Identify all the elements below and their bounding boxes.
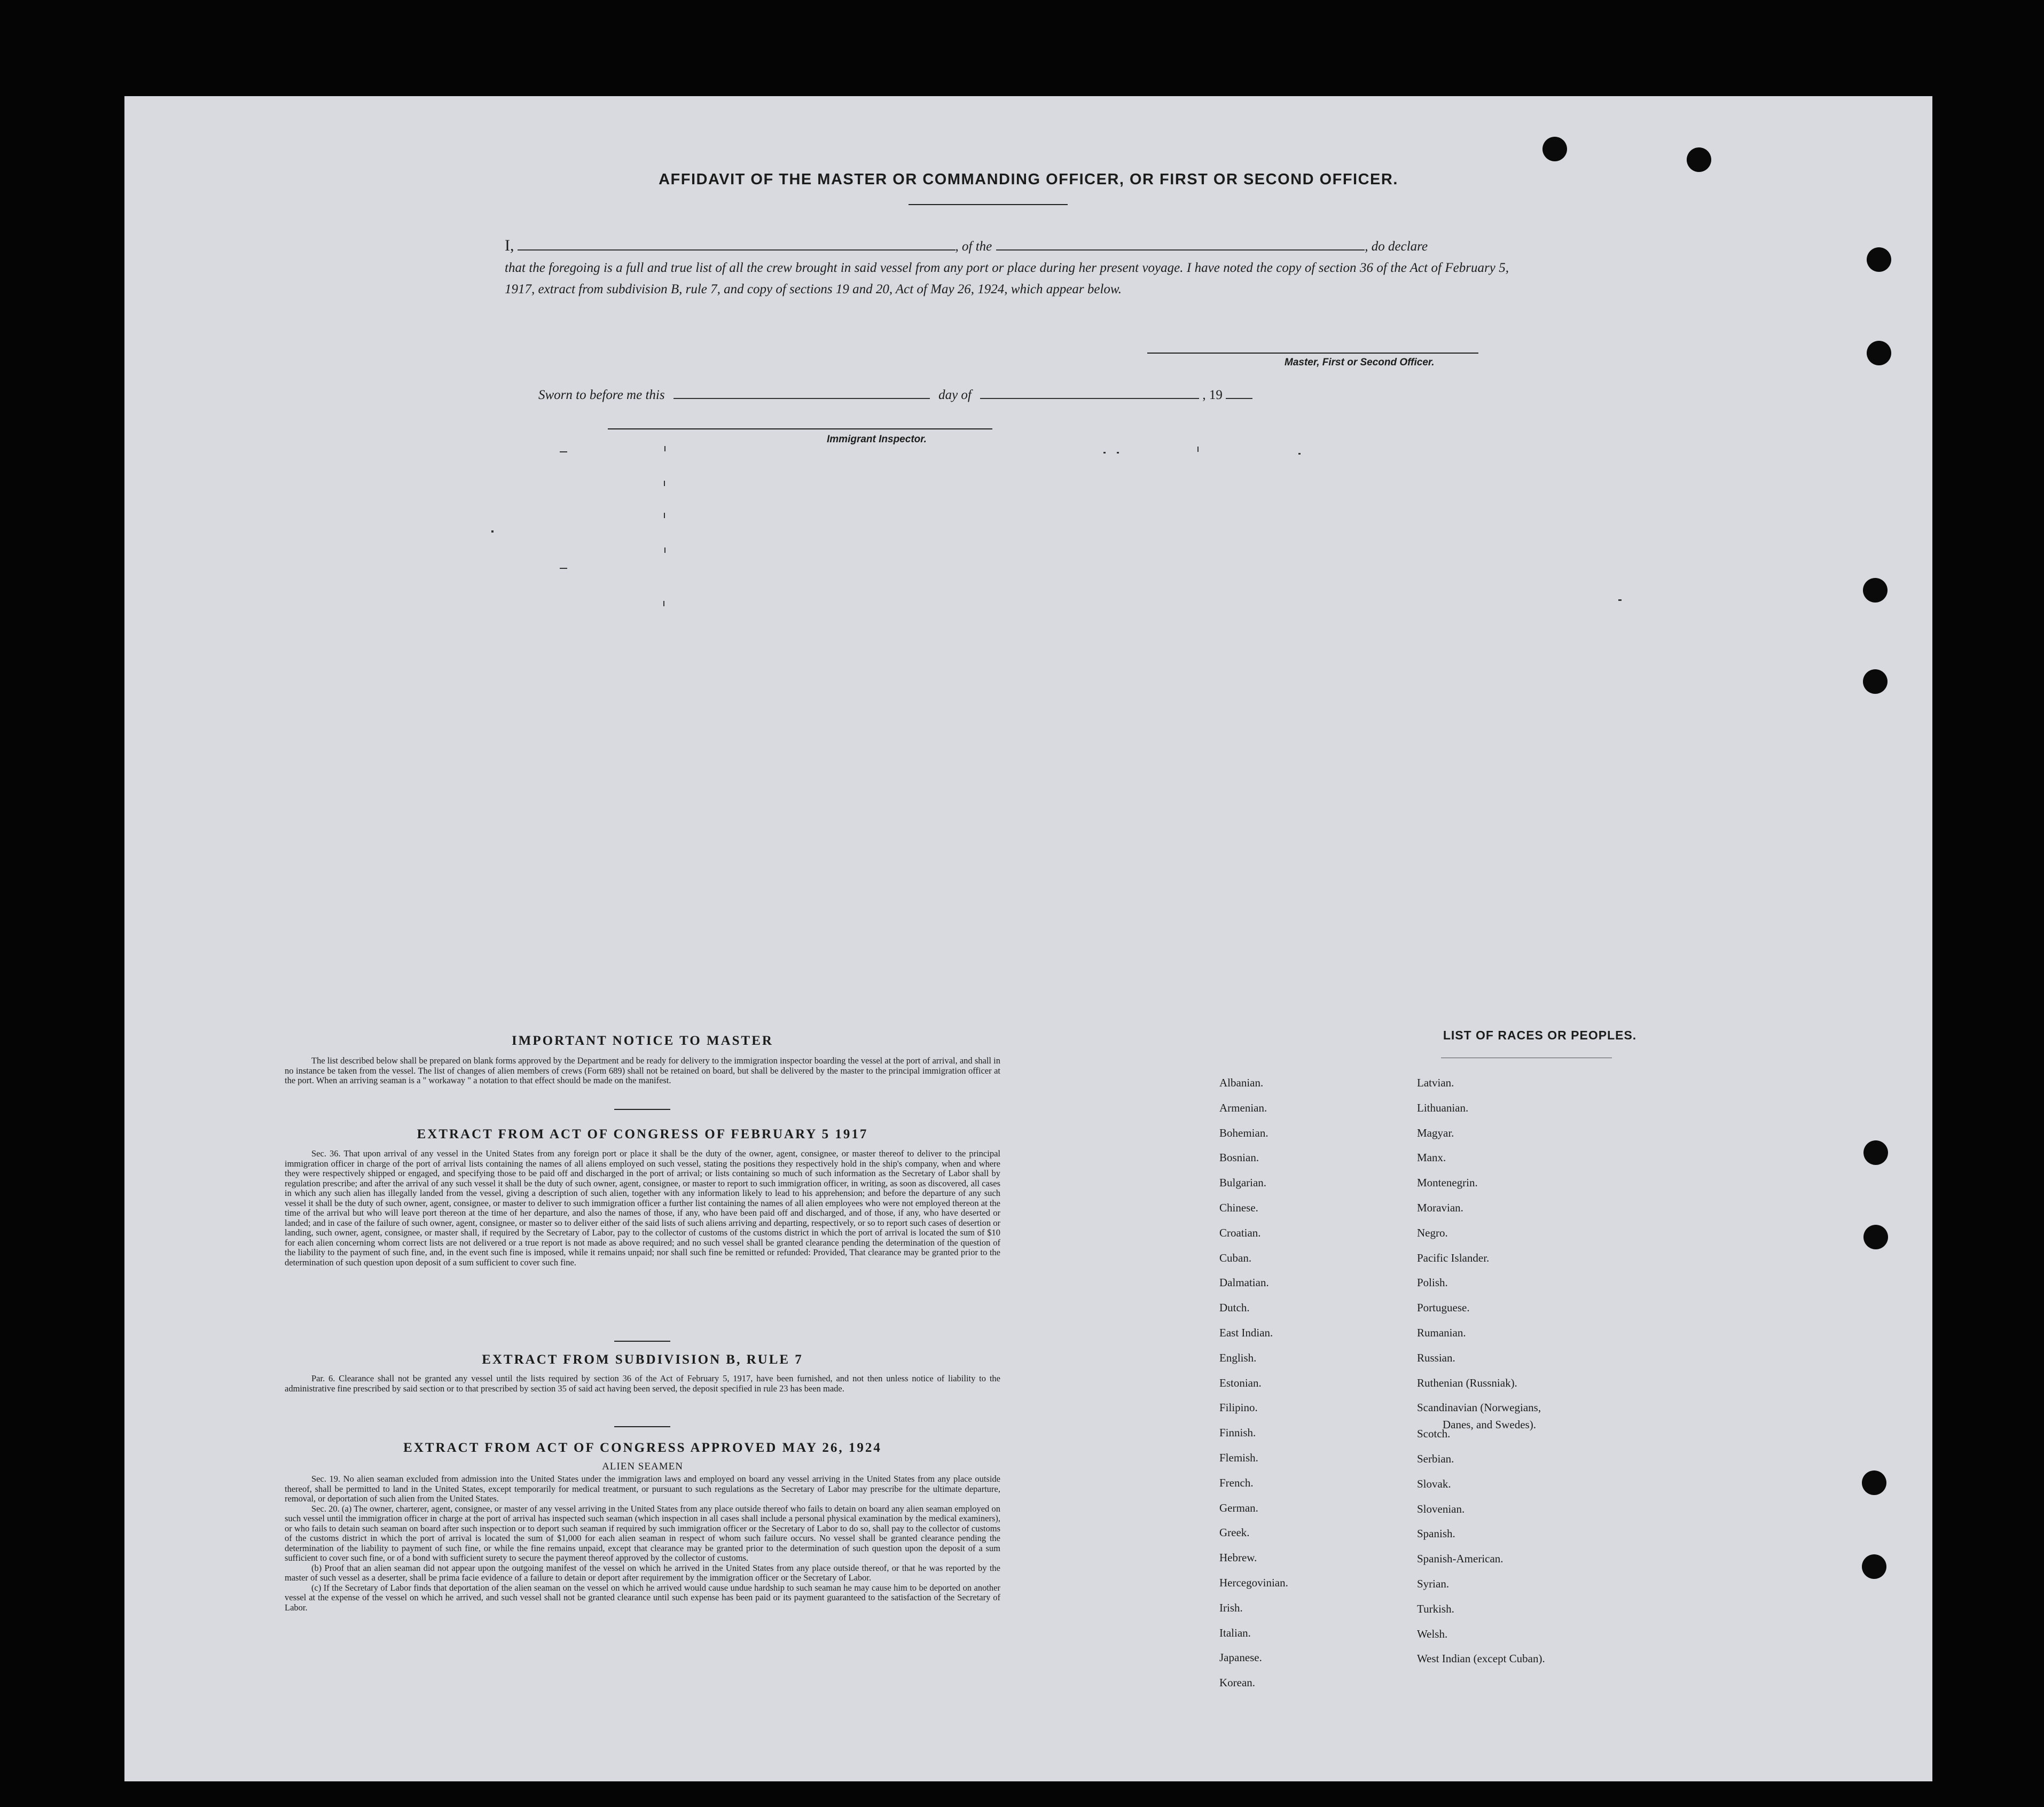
- speck: [664, 446, 665, 451]
- sworn-month-blank[interactable]: [980, 387, 1199, 399]
- race-item: Danes, and Swedes).: [1443, 1418, 1536, 1431]
- speck: [1197, 447, 1199, 452]
- notice-title: IMPORTANT NOTICE TO MASTER: [512, 1034, 773, 1048]
- punch-hole: [1542, 137, 1567, 161]
- race-item: Ruthenian (Russniak).: [1417, 1376, 1517, 1389]
- race-item: Cuban.: [1219, 1251, 1252, 1264]
- par-6-paragraph: Par. 6. Clearance shall not be granted any vessel until the lists required by section 36 of the Act of February 5, 1917, have been furnished, and not then unless notice of liability to the administrative fine prescribed by said section or to that prescribed by section 35 of said act having been served, the deposit specified in rule 23 has been made.: [285, 1373, 1000, 1394]
- day-of-label: day of: [938, 388, 972, 402]
- race-item: Italian.: [1219, 1626, 1251, 1639]
- speck: [560, 568, 567, 569]
- section-divider: [614, 1426, 670, 1427]
- race-item: Chinese.: [1219, 1201, 1258, 1214]
- master-signature-label: Master, First or Second Officer.: [1285, 357, 1435, 368]
- sworn-line: [538, 387, 1252, 403]
- vessel-blank[interactable]: [996, 239, 1365, 251]
- declaration-body: that the foregoing is a full and true list of all the crew brought in said vessel from any port or place during her present voyage. I have noted the copy of section 36 of the Act of February 5, 1917, extract from subdivision B, rule 7, and copy of sections 19 and 20, Act of May 26, 1924, which appear below.: [505, 261, 1509, 296]
- alien-seamen-subtitle: ALIEN SEAMEN: [602, 1461, 683, 1472]
- extract-1924-title: EXTRACT FROM ACT OF CONGRESS APPROVED MAY 26, 1924: [403, 1441, 882, 1455]
- race-item: Polish.: [1417, 1276, 1448, 1289]
- race-item: German.: [1219, 1501, 1258, 1514]
- speck: [1103, 452, 1106, 453]
- race-item: Negro.: [1417, 1226, 1448, 1239]
- notice-text: [285, 1056, 1000, 1086]
- master-signature-line[interactable]: [1147, 353, 1478, 354]
- race-item: Dalmatian.: [1219, 1276, 1269, 1289]
- race-item: Flemish.: [1219, 1451, 1258, 1464]
- race-item: Filipino.: [1219, 1401, 1258, 1414]
- punch-hole: [1863, 578, 1888, 603]
- race-item: West Indian (except Cuban).: [1417, 1652, 1545, 1665]
- speck: [1117, 452, 1119, 453]
- race-item: Scotch.: [1417, 1427, 1451, 1441]
- race-item: Bosnian.: [1219, 1151, 1259, 1164]
- race-item: Hebrew.: [1219, 1551, 1257, 1564]
- sec-20c-paragraph: (c) If the Secretary of Labor finds that deportation of the alien seaman on the vessel on which he arrived would cause undue hardship to such seaman he may cause him to be deported on another vessel at the expense of the vessel on which he arrived, and such vessel shall not be granted clearance until such expense has been paid or its payment guaranteed to the satisfaction of the Secretary of Labor.: [285, 1582, 1000, 1613]
- race-item: Slovenian.: [1417, 1502, 1465, 1515]
- extract-1917-text: [285, 1149, 1000, 1268]
- title-underline: [909, 204, 1068, 205]
- of-the-label: , of the: [955, 239, 992, 254]
- race-item: Dutch.: [1219, 1301, 1250, 1315]
- race-item: Syrian.: [1417, 1577, 1450, 1590]
- punch-hole: [1863, 1225, 1888, 1249]
- sworn-year-blank[interactable]: [1226, 387, 1252, 399]
- race-item: Montenegrin.: [1417, 1176, 1478, 1190]
- document-sheet: [124, 96, 1932, 1781]
- race-item: Armenian.: [1219, 1101, 1267, 1114]
- race-item: Turkish.: [1417, 1602, 1454, 1615]
- punch-hole: [1863, 1140, 1888, 1165]
- races-title: LIST OF RACES OR PEOPLES.: [1443, 1028, 1637, 1042]
- punch-hole: [1862, 1470, 1886, 1495]
- punch-hole: [1862, 1554, 1886, 1579]
- punch-hole: [1867, 341, 1891, 365]
- inspector-signature-line[interactable]: [608, 428, 992, 429]
- section-divider: [614, 1109, 670, 1110]
- speck: [560, 451, 567, 452]
- race-item: Slovak.: [1417, 1477, 1451, 1490]
- inspector-label: Immigrant Inspector.: [827, 434, 927, 445]
- sworn-label: Sworn to before me this: [538, 388, 665, 402]
- race-item: Moravian.: [1417, 1201, 1463, 1214]
- year-label: , 19: [1202, 388, 1223, 402]
- speck: [1618, 599, 1622, 601]
- race-item: Japanese.: [1219, 1651, 1262, 1664]
- race-item: Serbian.: [1417, 1452, 1454, 1465]
- race-item: Bohemian.: [1219, 1126, 1268, 1139]
- race-item: Finnish.: [1219, 1426, 1256, 1440]
- race-item: Spanish-American.: [1417, 1552, 1503, 1566]
- punch-hole: [1863, 669, 1888, 694]
- race-item: Estonian.: [1219, 1376, 1262, 1389]
- extract-rule7-text: [285, 1374, 1000, 1394]
- speck: [663, 601, 664, 606]
- race-item: Russian.: [1417, 1351, 1455, 1364]
- notice-paragraph: The list described below shall be prepared on blank forms approved by the Department and be ready for delivery to the immigration inspector boarding the vessel at the port of arrival, and shall in no instance be taken from the vessel. The list of changes of alien members of crews (Form 689) shall not be retained on board, but shall be delivered by the master to the principal immigration officer at the port. When an arriving seaman is a " workaway " a notation to that effect should be made on the manifest.: [285, 1055, 1000, 1085]
- race-item: Korean.: [1219, 1676, 1256, 1689]
- race-item: East Indian.: [1219, 1326, 1273, 1339]
- section-divider: [614, 1341, 670, 1342]
- race-item: Pacific Islander.: [1417, 1251, 1490, 1264]
- declaration-text: [505, 235, 1509, 300]
- punch-hole: [1687, 147, 1711, 172]
- speck: [664, 481, 665, 486]
- punch-hole: [1867, 247, 1891, 272]
- do-declare-label: , do declare: [1365, 239, 1428, 254]
- speck: [491, 530, 494, 533]
- race-item: English.: [1219, 1351, 1257, 1364]
- extract-1924-text: [285, 1474, 1000, 1613]
- race-item: Bulgarian.: [1219, 1176, 1267, 1190]
- race-item: Rumanian.: [1417, 1326, 1466, 1339]
- race-item: Scandinavian (Norwegians,: [1417, 1401, 1541, 1414]
- sec-36-paragraph: Sec. 36. That upon arrival of any vessel in the United States from any foreign port or place it shall be the duty of the owner, agent, consignee, or master thereof to deliver to the principal immigration officer in charge of the port of arrival lists containing the names of all aliens employed on such vessel, stating the positions they respectively hold in the ship's company, when and where they were respectively shipped or engaged, and specifying those to be paid off and discharged in the port of arrival; or lists containing so much of such information as the Secretary of Labor shall by regulation prescribe; and after the arrival of any such vessel it shall be the duty of such owner, agent, consignee, or master to report to such immigration officer, in writing, as soon as discovered, all cases in which any such alien has illegally landed from the vessel, giving a description of such alien, together with any information likely to lead to his apprehension; and before the departure of any such vessel it shall be the duty of such owner, agent, consignee, or master to deliver to such immigration officer a further list containing the names of all alien employees who were not employed thereon at the time of the arrival but who will leave port thereon at the time of her departure, and also the names of those, if any, who have been paid off and discharged, and of those, if any, who have deserted or landed; and in case of the failure of such owner, agent, consignee, or master so to deliver either of the said lists of such aliens arriving and departing, respectively, or so to report such cases of desertion or landing, such owner, agent, consignee, or master shall, if required by the Secretary of Labor, pay to the collector of customs of the customs district in which the port of arrival is located the sum of $10 for each alien concerning whom correct lists are not delivered or a true report is not made as above required; and no such vessel shall be granted clearance pending the determination of the question of the liability to the payment of such fine, and, in the event such fine is imposed, while it remains unpaid; nor shall such fine be remitted or refunded: Provided, That clearance may be granted prior to the determination of such question upon deposit of a sum sufficient to cover such fine.: [285, 1148, 1000, 1268]
- race-item: Spanish.: [1417, 1527, 1455, 1540]
- speck: [664, 547, 665, 553]
- race-item: Hercegovinian.: [1219, 1576, 1288, 1589]
- speck: [664, 513, 665, 518]
- speck: [1298, 453, 1301, 455]
- race-item: Magyar.: [1417, 1126, 1454, 1139]
- race-item: Greek.: [1219, 1526, 1250, 1539]
- race-item: Albanian.: [1219, 1076, 1264, 1089]
- sec-20b-paragraph: (b) Proof that an alien seaman did not appear upon the outgoing manifest of the vessel on which he arrived in the United States from any place outside thereof, or that he was reported by the master of such vessel as a deserter, shall be prima facie evidence of a failure to detain or deport after requirement by the immigration officer or the Secretary of Labor.: [285, 1562, 1000, 1583]
- race-item: Welsh.: [1417, 1627, 1448, 1640]
- race-item: Lithuanian.: [1417, 1101, 1469, 1114]
- sec-20a-paragraph: Sec. 20. (a) The owner, charterer, agent, consignee, or master of any vessel arriving in the United States from any place outside thereof who fails to detain on board any alien seaman employed on such vessel until the immigration officer in charge at the port of arrival has inspected such seaman (which inspection in all cases shall include a personal physical examination by the medical examiners), or who fails to detain such seaman on board after such inspection or to deport such seaman if required by such immigration officer or the Secretary of Labor to do so, shall pay to the collector of customs of the customs district in which the port of arrival is located the sum of $1,000 for each alien seaman in respect of whom such failure occurs. No vessel shall be granted clearance pending the determination of the liability to payment of such fine, or while the fine remains unpaid, except that clearance may be granted prior to the determination of such question upon the deposit of a sum sufficient to cover such fine, or of a bond with sufficient surety to secure the payment thereof approved by the collector of customs.: [285, 1503, 1000, 1563]
- sworn-day-blank[interactable]: [673, 387, 930, 399]
- i-label: I,: [505, 237, 514, 254]
- race-item: French.: [1219, 1476, 1254, 1489]
- race-item: Portuguese.: [1417, 1301, 1470, 1315]
- extract-1917-title: EXTRACT FROM ACT OF CONGRESS OF FEBRUARY 5 1917: [417, 1127, 868, 1141]
- affidavit-title: AFFIDAVIT OF THE MASTER OR COMMANDING OFFICER, OR FIRST OR SECOND OFFICER.: [659, 171, 1398, 188]
- race-item: Latvian.: [1417, 1076, 1454, 1089]
- sec-19-paragraph: Sec. 19. No alien seaman excluded from admission into the United States under the immigration laws and employed on board any vessel arriving in the United States from any place outside thereof, shall be permitted to land in the United States, except temporarily for medical treatment, or pursuant to such regulations as the Secretary of Labor may prescribe for the ultimate departure, removal, or deportation of such alien from the United States.: [285, 1474, 1000, 1504]
- race-item: Croatian.: [1219, 1226, 1261, 1239]
- race-item: Irish.: [1219, 1601, 1243, 1614]
- name-blank[interactable]: [518, 239, 956, 251]
- extract-rule7-title: EXTRACT FROM SUBDIVISION B, RULE 7: [482, 1352, 803, 1367]
- race-item: Manx.: [1417, 1151, 1446, 1164]
